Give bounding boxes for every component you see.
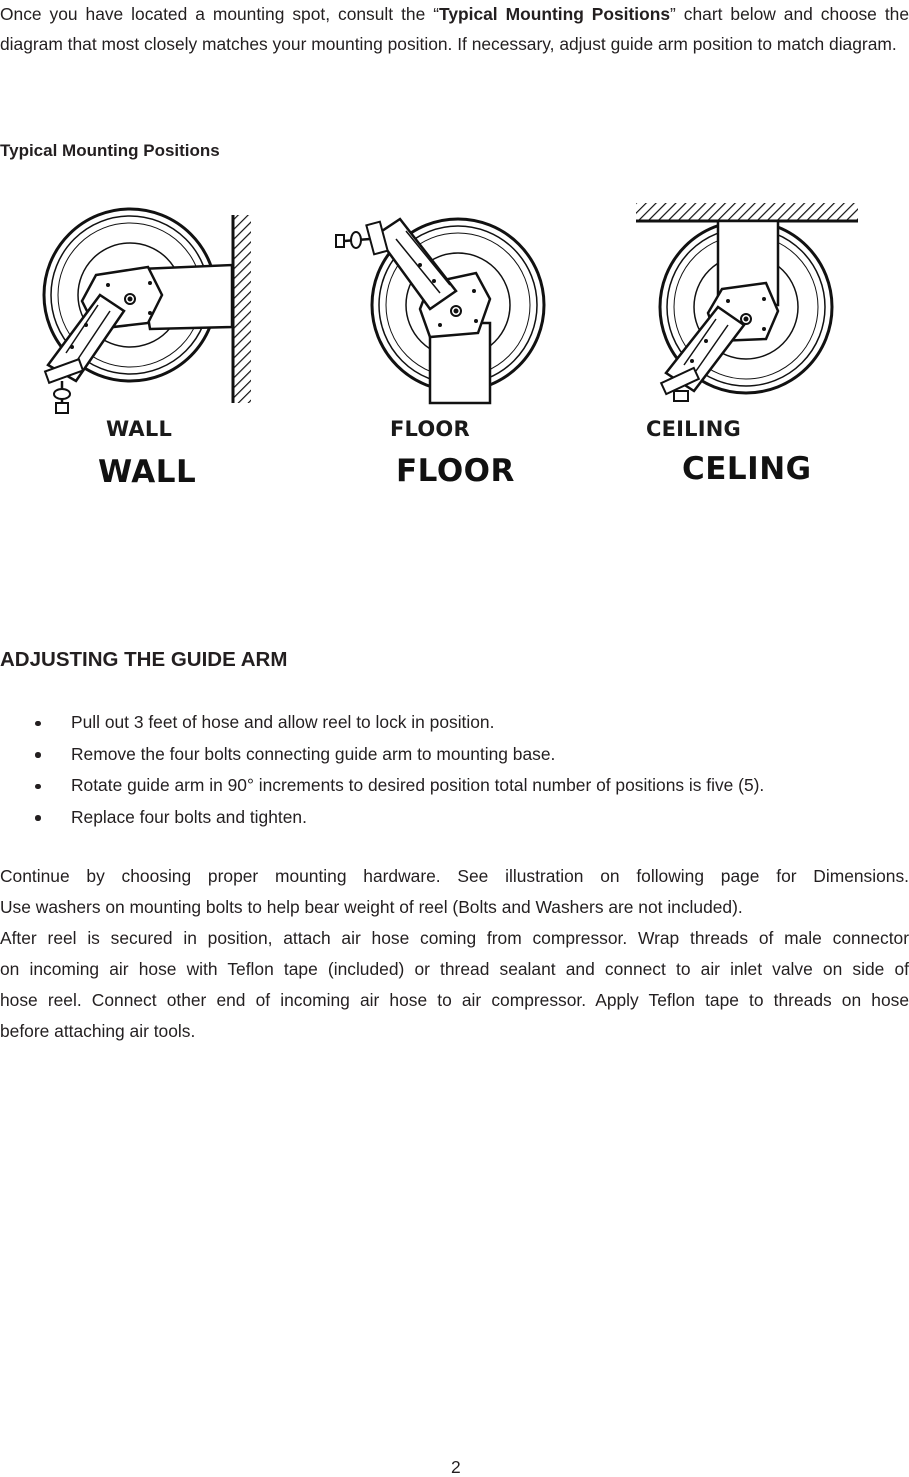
list-item — [0, 770, 764, 802]
list-item-text: Replace four bolts and tighten. — [71, 806, 307, 827]
wall-label-large: WALL — [98, 454, 197, 490]
list-item — [0, 802, 764, 834]
floor-label-large: FLOOR — [396, 453, 515, 489]
ceiling-label-small: CEILING — [646, 417, 741, 441]
paragraph-line: on incoming air hose with Teflon tape (included) or thread sealant and connect to air inlet valve on side of — [0, 959, 909, 979]
intro-text-end: ” chart below and choose the diagram that most closely matches your mounting position. If necessary, adjust guide arm position to match diagram. — [0, 4, 909, 54]
intro-bold-reference: Typical Mounting Positions — [439, 4, 671, 24]
floor-mount-diagram — [336, 219, 544, 403]
mounting-positions-figure — [0, 195, 909, 495]
paragraph-line: Continue by choosing proper mounting hardware. See illustration on following page for Dimensions. — [0, 866, 909, 886]
mounting-instructions-paragraph — [0, 861, 909, 1047]
ceiling-mount-diagram — [636, 203, 858, 401]
bullet-icon — [35, 784, 41, 790]
list-item — [0, 739, 764, 771]
paragraph-line: hose reel. Connect other end of incoming air hose to air compressor. Apply Teflon tape to threads on hose — [0, 990, 909, 1010]
floor-label-small: FLOOR — [390, 417, 470, 441]
wall-mount-diagram — [44, 209, 251, 413]
list-item-text: Rotate guide arm in 90° increments to desired position total number of positions is five (5). — [71, 775, 765, 795]
intro-text-start: Once you have located a mounting spot, consult the “ — [0, 4, 439, 24]
bullet-icon — [35, 752, 41, 758]
paragraph-line: before attaching air tools. — [0, 1021, 196, 1041]
list-item — [0, 707, 764, 739]
wall-label-small: WALL — [106, 417, 173, 441]
paragraph-line: Use washers on mounting bolts to help bear weight of reel (Bolts and Washers are not included). — [0, 897, 743, 917]
mounting-diagrams — [0, 195, 909, 495]
page-number: 2 — [451, 1457, 461, 1477]
ceiling-label-large: CELING — [682, 451, 812, 487]
paragraph-line: After reel is secured in position, attach air hose coming from compressor. Wrap threads of male connector — [0, 928, 909, 948]
adjust-steps-list — [0, 707, 764, 833]
intro-paragraph — [0, 0, 909, 59]
list-item-text: Pull out 3 feet of hose and allow reel to lock in position. — [71, 712, 495, 732]
list-item-text: Remove the four bolts connecting guide arm to mounting base. — [71, 743, 556, 764]
section-title: Typical Mounting Positions — [0, 141, 220, 160]
adjust-guide-arm-heading: ADJUSTING THE GUIDE ARM — [0, 648, 288, 671]
bullet-icon — [35, 815, 41, 821]
bullet-icon — [35, 721, 41, 727]
